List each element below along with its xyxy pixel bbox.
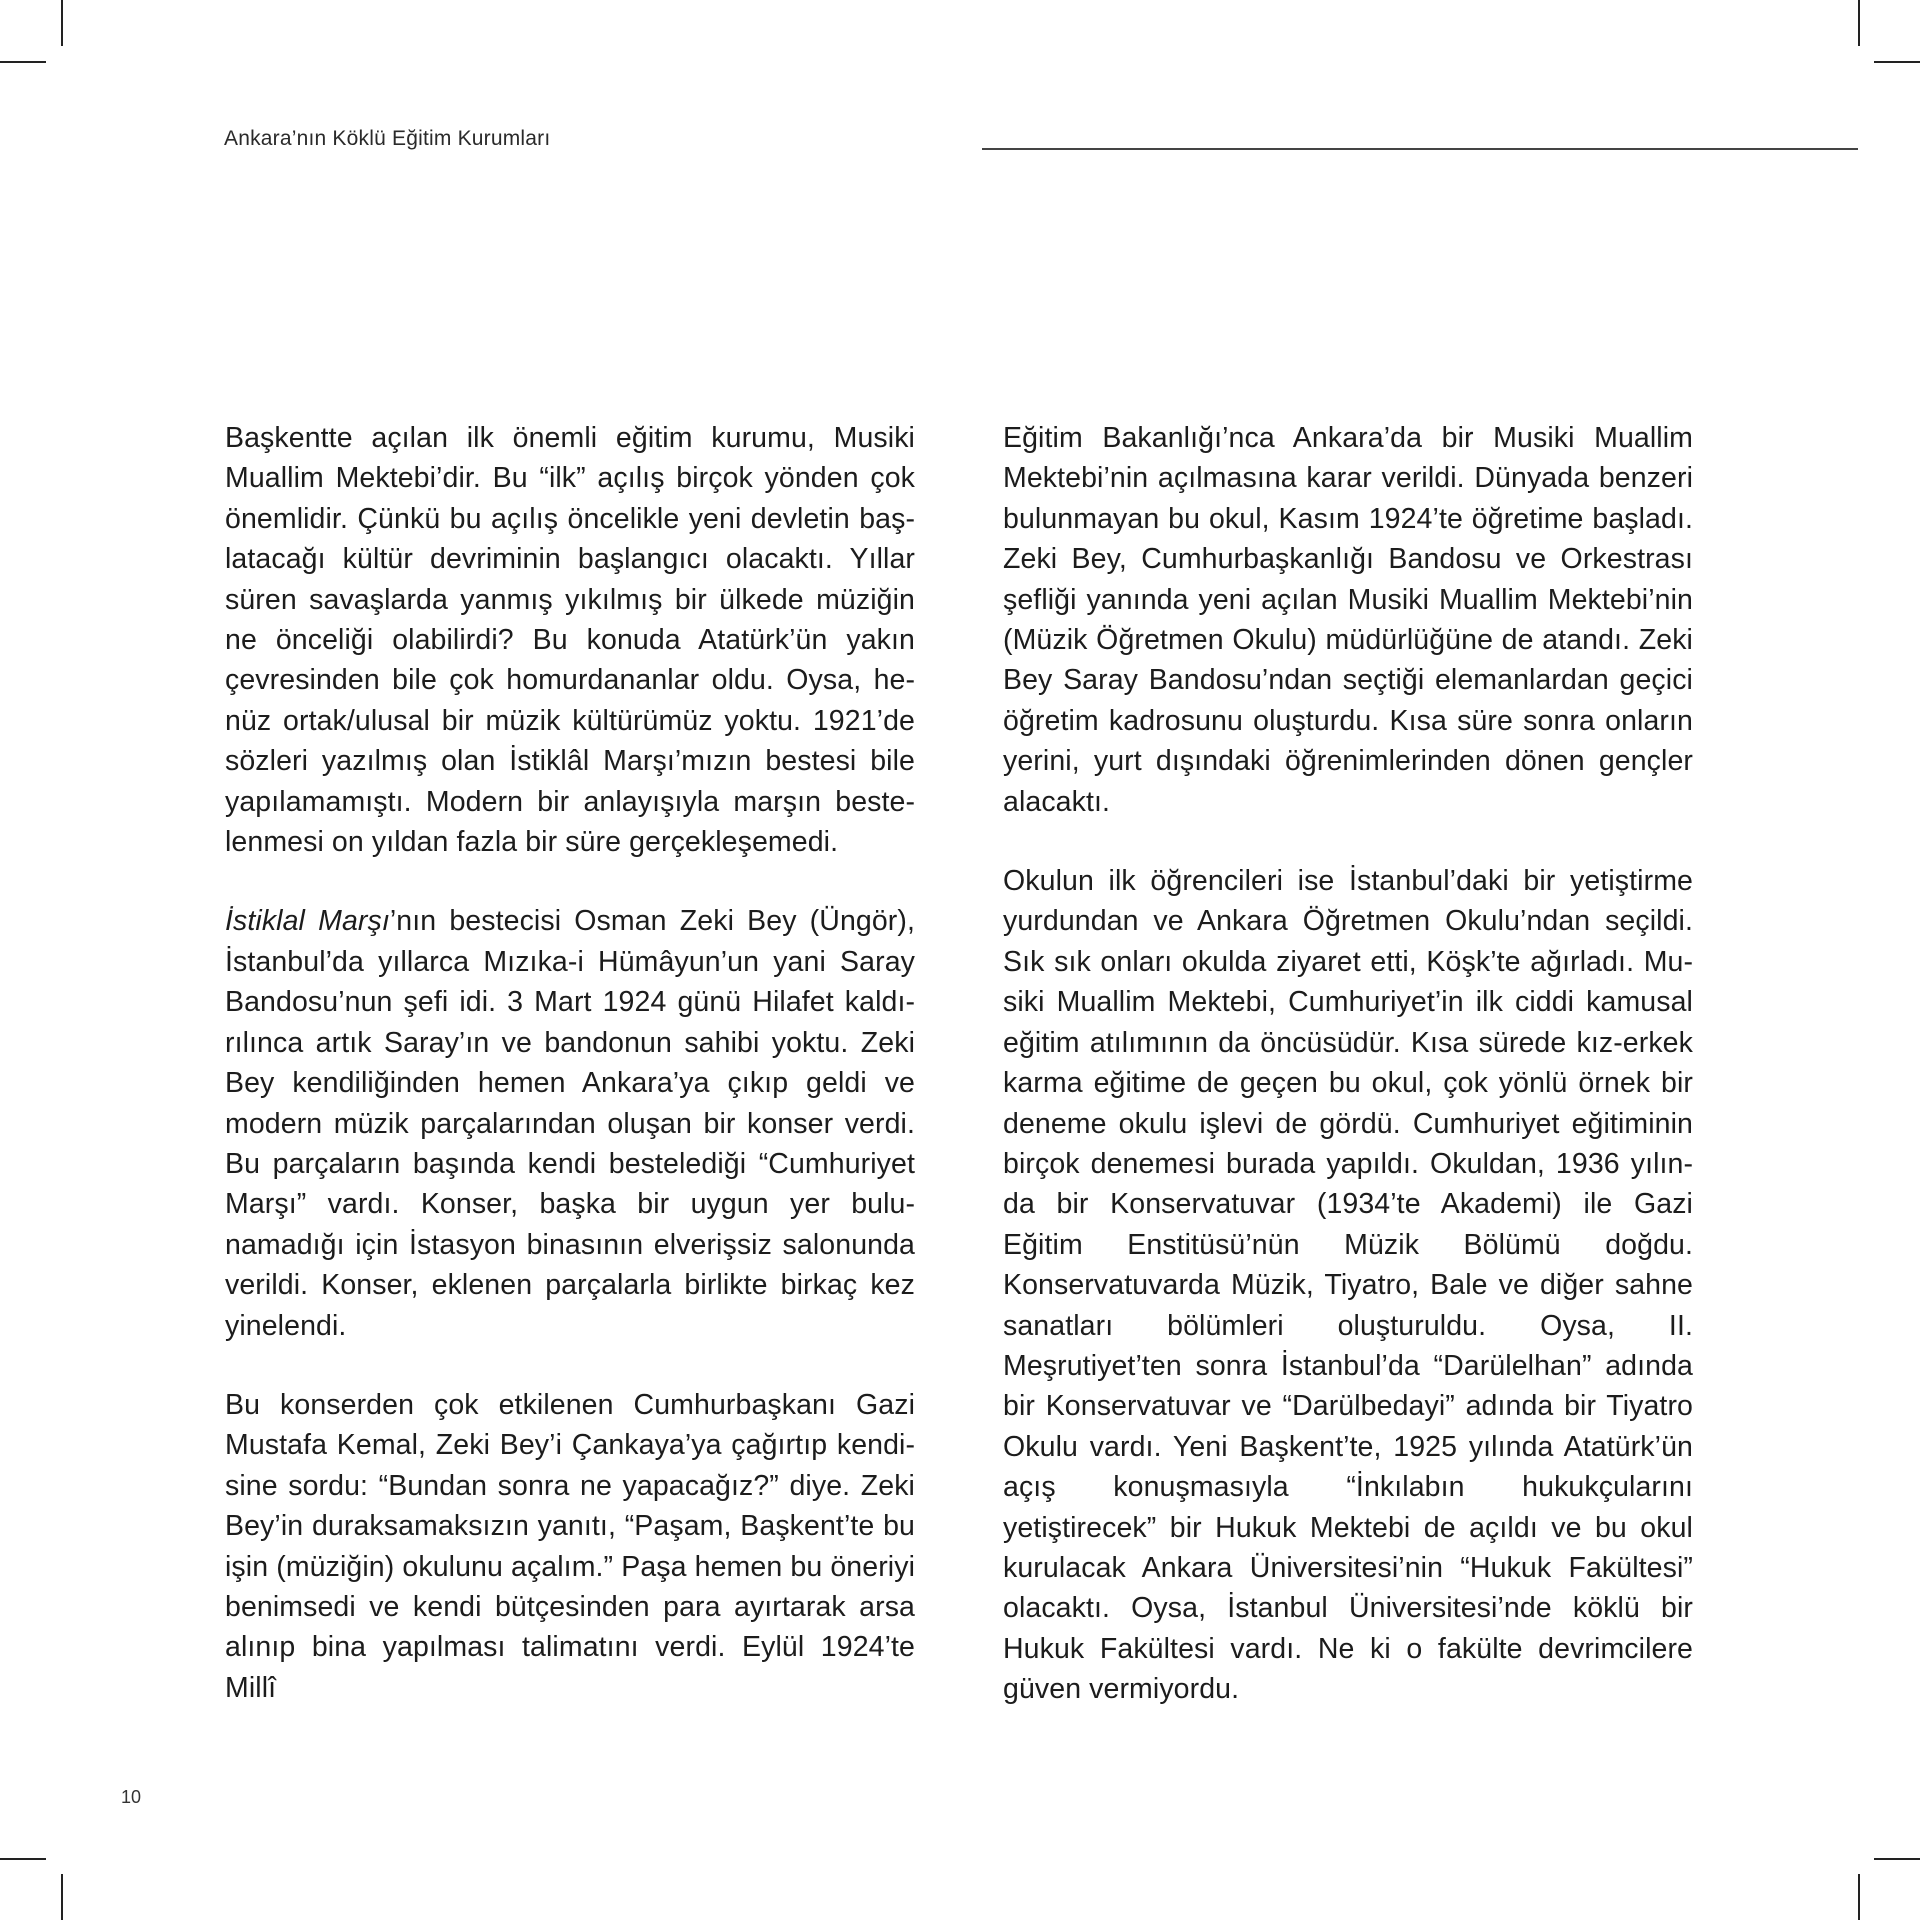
page-number: 10 xyxy=(121,1787,142,1807)
crop-mark-bottom-left-horizontal xyxy=(0,1858,46,1860)
crop-mark-top-left-vertical xyxy=(61,0,63,46)
paragraph-left-3: Bu konserden çok etkilenen Cumhurbaşkanı Gazi Mustafa Kemal, Zeki Bey’i Çankaya’ya çağırtıp kendisine sordu: “Bundan sonra ne yapacağız?” diye. Zeki Bey’in duraksamaksızın yanıtı, “Paşam, Başkent’te bu işin (müziğin) okulunu açalım.” Paşa hemen bu öneriyi benimsedi ve kendi bütçesinden para ayırtarak arsa alınıp bina yapılması talimatını verdi. Eylül 1924’te Millî xyxy=(225,1388,915,1704)
header-rule xyxy=(982,148,1858,150)
paragraph-right-1: Eğitim Bakanlığı’nca Ankara’da bir Musiki Muallim Mektebi’nin açılmasına karar verildi. Dünyada benzeri bulunmayan bu okul, Kasım 1924’te öğretime başladı. Zeki Bey, Cumhurbaşkanlığı Bandosu ve Orkestrası şefliği yanında yeni açılan Musiki Muallim Mektebi’nin (Müzik Öğretmen Okulu) müdürlüğüne de atandı. Zeki Bey Saray Bandosu’ndan seçtiği elemanlardan geçici öğretim kadrosunu oluşturdu. Kısa süre sonra onların yerini, yurt dışındaki öğrenimlerinden dönen gençler alacaktı. xyxy=(1003,422,1693,818)
crop-mark-top-right-horizontal xyxy=(1874,61,1920,63)
paragraph-left-1: Başkentte açılan ilk önemli eğitim kurumu, Musiki Muallim Mektebi’dir. Bu “ilk” açılış birçok yönden çok önemlidir. Çünkü bu açılış öncelikle yeni devletin başlatacağı kültür devriminin başlangıcı olacaktı. Yıllar süren savaşlarda yanmış yıkılmış bir ülkede müziğin ne önceliği olabilirdi? Bu konuda Atatürk’ün yakın çevresinden bile çok homurdananlar oldu. Oysa, henüz ortak/ulusal bir müzik kültürümüz yoktu. 1921’de sözleri yazılmış olan İstiklâl Marşı’mızın bestesi bile yapılamamıştı. Modern bir anlayışıyla marşın bestelenmesi on yıldan fazla bir süre gerçekleşemedi. xyxy=(225,422,915,859)
crop-mark-bottom-right-horizontal xyxy=(1874,1858,1920,1860)
crop-mark-top-right-vertical xyxy=(1858,0,1860,46)
paragraph-left-2 xyxy=(225,901,915,1345)
crop-mark-top-left-horizontal xyxy=(0,61,46,63)
text-column-left xyxy=(225,418,915,1708)
crop-mark-bottom-right-vertical xyxy=(1858,1874,1860,1920)
text-column-right xyxy=(1003,418,1693,1710)
paragraph-right-2: Okulun ilk öğrencileri ise İstanbul’daki bir yetiştirme yurdundan ve Ankara Öğretmen Okulu’ndan seçildi. Sık sık onları okulda ziyaret etti, Köşk’te ağırladı. Musiki Muallim Mektebi, Cumhuriyet’in ilk ciddi kamusal eğitim atılımının da öncüsüdür. Kısa sürede kız-erkek karma eğitime de geçen bu okul, çok yönlü örnek bir deneme okulu işlevi de gördü. Cumhuriyet eğitiminin birçok denemesi burada yapıldı. Okuldan, 1936 yılında bir Konservatuvar (1934’te Akademi) ile Gazi Eğitim Enstitüsü’nün Müzik Bölümü doğdu. Konservatuvarda Müzik, Tiyatro, Bale ve diğer sahne sanatları bölümleri oluşturuldu. Oysa, II. Meşrutiyet’ten sonra İstanbul’da “Darülelhan” adında bir Konservatuvar ve “Darülbedayi” adında bir Tiyatro Okulu vardı. Yeni Başkent’te, 1925 yılında Atatürk’ün açış konuşmasıyla “İnkılabın hukukçularını yetiştirecek” bir Hukuk Mektebi de açıldı ve bu okul kurulacak Ankara Üniversitesi’nin “Hukuk Fakültesi” olacaktı. Oysa, İstanbul Üniversitesi’nde köklü bir Hukuk Fakültesi vardı. Ne ki o fakülte devrimcilere güven vermiyordu. xyxy=(1003,865,1693,1706)
running-title: Ankara’nın Köklü Eğitim Kurumları xyxy=(224,127,551,150)
anthem-title-italic: İstiklal Marşı xyxy=(225,905,390,938)
crop-mark-bottom-left-vertical xyxy=(61,1874,63,1920)
paragraph-left-2-text: ’nın bestecisi Osman Zeki Bey (Üngör), İstanbul’da yıllarca Mızıka-i Hümâyun’un yani Saray Bandosu’nun şefi idi. 3 Mart 1924 günü Hilafet kaldırılınca artık Saray’ın ve bandonun sahibi yoktu. Zeki Bey kendiliğinden hemen Ankara’ya çıkıp geldi ve modern müzik parçalarından oluşan bir konser verdi. Bu parçaların başında kendi bestelediği “Cumhuriyet Marşı” vardı. Konser, başka bir uygun yer bulunamadığı için İstasyon binasının elverişsiz salonunda verildi. Konser, eklenen parçalarla birlikte birkaç kez yinelendi. xyxy=(225,905,915,1342)
